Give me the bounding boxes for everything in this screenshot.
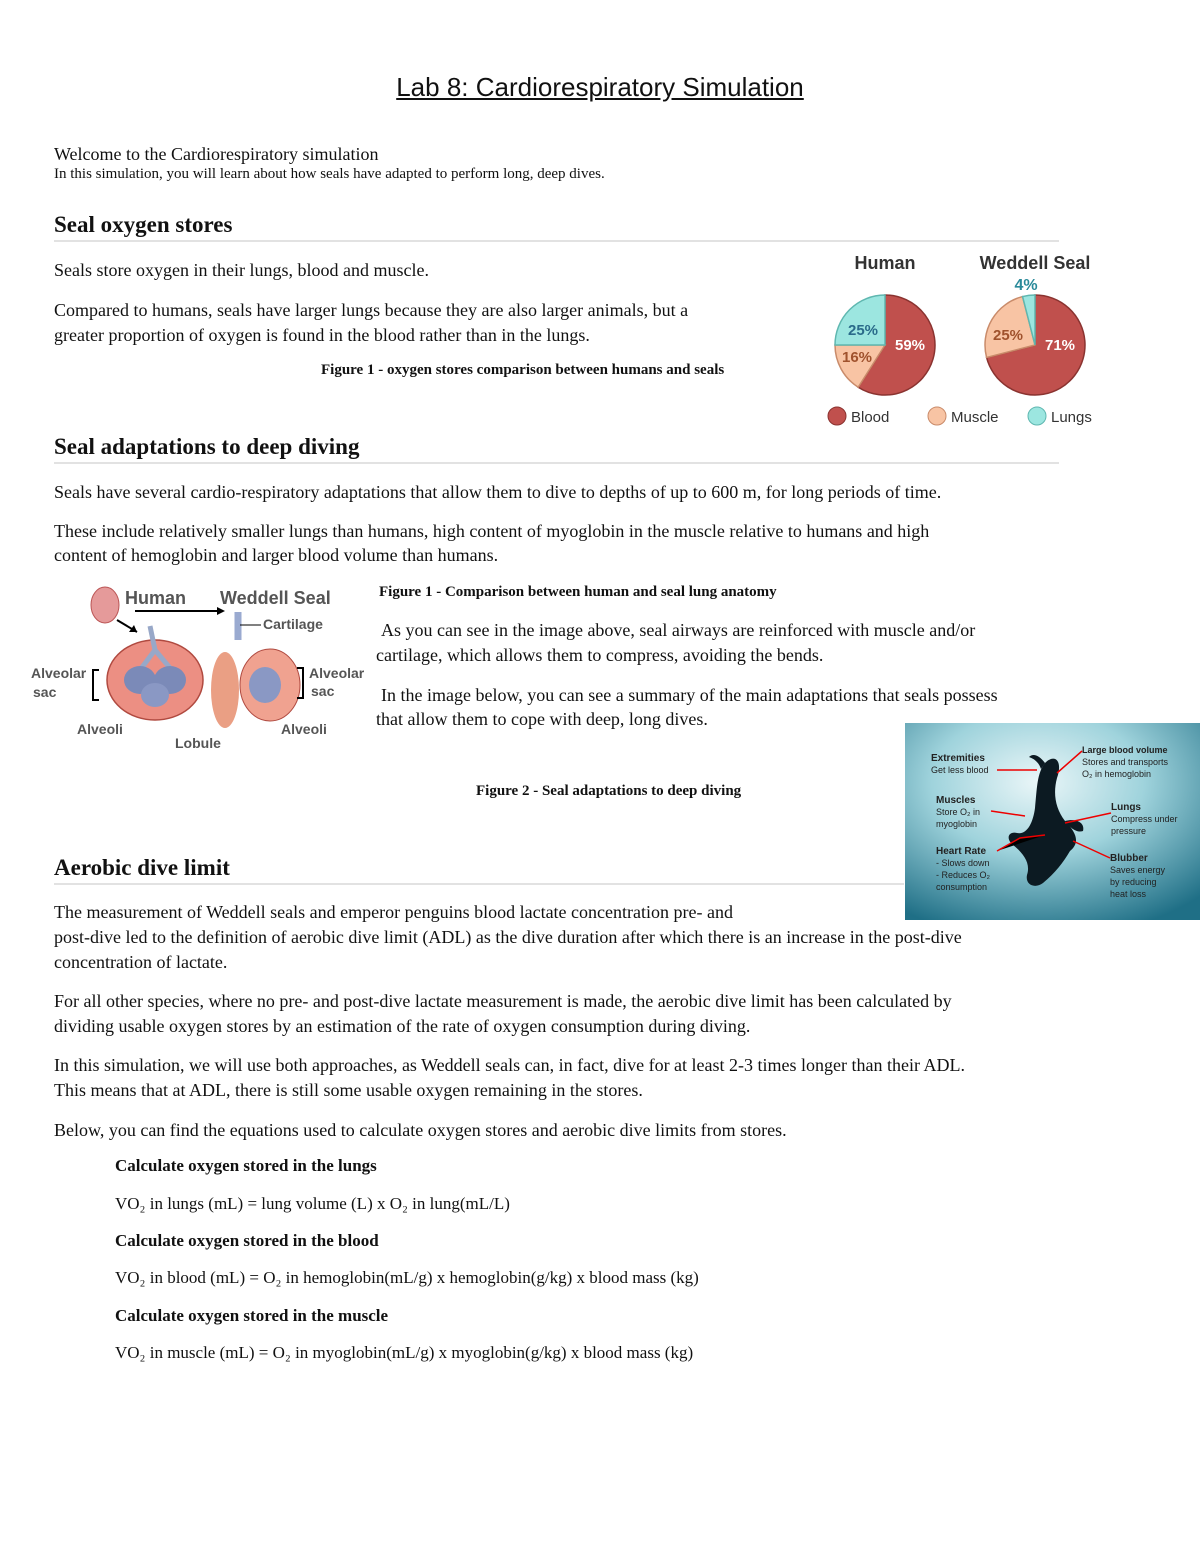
- equation-heading-lungs: Calculate oxygen stored in the lungs: [115, 1156, 377, 1175]
- paragraph-line: These include relatively smaller lungs than humans, high content of myoglobin in the muscle relative to humans and high: [54, 521, 930, 541]
- seal-lobule-illustration: [211, 652, 239, 728]
- paragraph-line: For all other species, where no pre- and post-dive lactate measurement is made, the aerobic dive limit has been calculated by: [54, 991, 952, 1011]
- seal-label-blubber-sub: Saves energy: [1110, 865, 1166, 875]
- seal-alveoli-cluster: [249, 667, 281, 703]
- paragraph-line: content of hemoglobin and larger blood volume than humans.: [54, 545, 499, 565]
- lung-label-seal: Weddell Seal: [220, 588, 331, 608]
- seal-label-blood-sub: Stores and transports: [1082, 757, 1169, 767]
- seal-label-lungs-sub: Compress under: [1111, 814, 1178, 824]
- seal-label-heart-sub: - Slows down: [936, 858, 990, 868]
- equation-heading-muscle: Calculate oxygen stored in the muscle: [115, 1306, 389, 1325]
- pie-label-human-blood: 59%: [894, 337, 926, 354]
- equation-blood: VO₂ in blood (mL) = O₂ in hemoglobin(mL/g) x hemoglobin(g/kg) x blood mass (kg): [115, 1268, 699, 1287]
- paragraph-line: greater proportion of oxygen is found in the blood rather than in the lungs.: [54, 325, 590, 345]
- paragraph-line: Compared to humans, seals have larger lungs because they are also larger animals, but a: [54, 300, 689, 320]
- paragraph-line: post-dive led to the definition of aerobic dive limit (ADL) as the dive duration after which there is an increase in the post-dive: [54, 927, 962, 947]
- seal-adaptations-figure: [905, 723, 1200, 920]
- lung-label-alveoli: Alveoli: [281, 721, 327, 737]
- section-heading-adaptations: Seal adaptations to deep diving: [54, 434, 360, 459]
- human-head-lung-icon: [91, 587, 119, 623]
- seal-label-blood: Large blood volume: [1082, 745, 1168, 755]
- intro-welcome: Welcome to the Cardiorespiratory simulation: [54, 144, 379, 164]
- pie-label-seal-lungs: 4%: [1014, 277, 1038, 294]
- lung-label-sac: sac: [33, 684, 57, 700]
- bracket-icon: [93, 670, 99, 700]
- seal-label-blubber-sub: heat loss: [1110, 889, 1147, 899]
- lung-label-human: Human: [125, 588, 187, 608]
- section-heading-aerobic-dive-limit: Aerobic dive limit: [54, 855, 230, 880]
- lung-label-alveolar: Alveolar: [31, 665, 87, 681]
- paragraph-line: This means that at ADL, there is still some usable oxygen remaining in the stores.: [54, 1080, 643, 1100]
- paragraph-line: concentration of lactate.: [54, 952, 228, 972]
- arrow-head-icon: [217, 607, 225, 615]
- equation-lungs: VO₂ in lungs (mL) = lung volume (L) x O₂ in lung(mL/L): [115, 1194, 510, 1213]
- legend-label-muscle: Muscle: [951, 409, 999, 426]
- lung-anatomy-figure: [25, 580, 377, 760]
- section-heading-oxygen-stores: Seal oxygen stores: [54, 212, 233, 237]
- seal-label-heart: Heart Rate: [936, 846, 987, 857]
- lung-label-alveoli: Alveoli: [77, 721, 123, 737]
- seal-label-lungs-sub: pressure: [1111, 826, 1147, 836]
- paragraph-line: As you can see in the image above, seal airways are reinforced with muscle and/or: [381, 620, 976, 640]
- oxygen-stores-pie-figure: [820, 245, 1110, 435]
- seal-label-heart-sub: consumption: [936, 882, 988, 892]
- seal-label-blubber-sub: by reducing: [1110, 877, 1157, 887]
- figure-caption: Figure 1 - oxygen stores comparison between humans and seals: [321, 362, 725, 378]
- page-title: Lab 8: Cardiorespiratory Simulation: [396, 72, 804, 102]
- paragraph-line: In this simulation, we will use both approaches, as Weddell seals can, in fact, dive for at least 2-3 times longer than their ADL.: [54, 1055, 965, 1075]
- lung-label-sac: sac: [311, 683, 335, 699]
- human-alveoli-cluster: [141, 683, 169, 707]
- paragraph-line: dividing usable oxygen stores by an estimation of the rate of oxygen consumption during diving.: [54, 1016, 751, 1036]
- paragraph-line: In the image below, you can see a summary of the main adaptations that seals possess: [381, 685, 998, 705]
- lung-label-alveolar: Alveolar: [309, 665, 365, 681]
- pie-label-human-muscle: 16%: [841, 349, 873, 366]
- intro-subtitle: In this simulation, you will learn about how seals have adapted to perform long, deep dives.: [54, 166, 605, 182]
- section-rule: [54, 240, 1059, 242]
- section-rule: [54, 883, 904, 885]
- paragraph-line: The measurement of Weddell seals and emperor penguins blood lactate concentration pre- and: [54, 902, 733, 922]
- legend-label-lungs: Lungs: [1051, 409, 1092, 426]
- paragraph: Seals have several cardio-respiratory adaptations that allow them to dive to depths of up to 600 m, for long periods of time.: [54, 482, 942, 502]
- seal-label-heart-sub: - Reduces O₂: [936, 870, 991, 880]
- section-rule: [54, 462, 1059, 464]
- seal-label-lungs: Lungs: [1111, 802, 1141, 813]
- seal-label-muscles-sub: myoglobin: [936, 819, 978, 829]
- paragraph: Below, you can find the equations used to calculate oxygen stores and aerobic dive limits from stores.: [54, 1120, 787, 1140]
- paragraph-line: that allow them to cope with deep, long dives.: [376, 709, 708, 729]
- seal-label-extremities: Extremities: [931, 753, 985, 764]
- pie-label-human-lungs: 25%: [847, 322, 879, 339]
- figure-caption: Figure 2 - Seal adaptations to deep diving: [476, 783, 742, 799]
- figure-caption: Figure 1 - Comparison between human and seal lung anatomy: [379, 584, 777, 600]
- seal-label-muscles: Muscles: [936, 795, 976, 806]
- lung-label-cartilage: Cartilage: [263, 616, 323, 632]
- seal-label-extremities-sub: Get less blood: [931, 765, 989, 775]
- legend-label-blood: Blood: [851, 409, 890, 426]
- seal-label-blubber: Blubber: [1110, 853, 1148, 864]
- legend-swatch-blood: [828, 407, 846, 425]
- pie-title-human: Human: [854, 253, 916, 273]
- pie-label-seal-muscle: 25%: [992, 327, 1024, 344]
- seal-label-blood-sub: O₂ in hemoglobin: [1082, 769, 1152, 779]
- pie-title-seal: Weddell Seal: [979, 253, 1091, 273]
- paragraph: Seals store oxygen in their lungs, blood and muscle.: [54, 260, 429, 280]
- paragraph-line: cartilage, which allows them to compress, avoiding the bends.: [376, 645, 824, 665]
- lung-label-lobule: Lobule: [175, 735, 221, 751]
- legend-swatch-lungs: [1028, 407, 1046, 425]
- pie-label-seal-blood: 71%: [1044, 337, 1076, 354]
- equation-heading-blood: Calculate oxygen stored in the blood: [115, 1231, 379, 1250]
- equation-muscle: VO₂ in muscle (mL) = O₂ in myoglobin(mL/g) x myoglobin(g/kg) x blood mass (kg): [115, 1343, 694, 1362]
- seal-label-muscles-sub: Store O₂ in: [936, 807, 981, 817]
- legend-swatch-muscle: [928, 407, 946, 425]
